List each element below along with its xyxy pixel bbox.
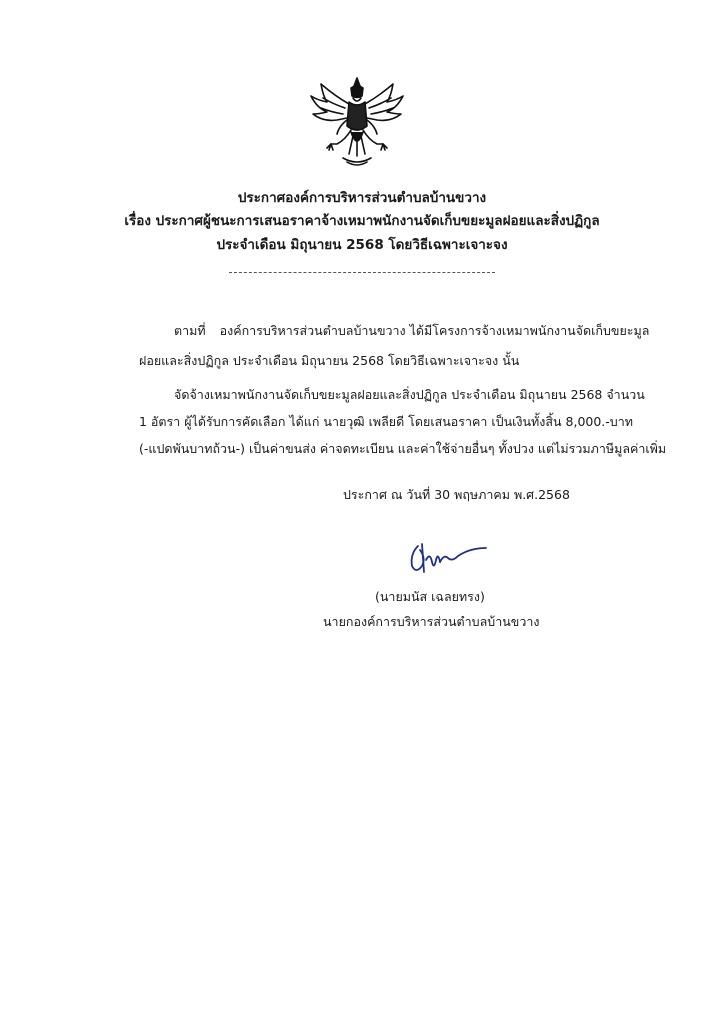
paragraph-2-line-2: 1 อัตรา ผู้ได้รับการคัดเลือก ได้แก่ นายวุฒิ เพลียดี โดยเสนอราคา เป็นเงินทั้งสิ้น 8,000.-บาท bbox=[139, 414, 633, 429]
paragraph-2-line-3: (-แปดพันบาทถ้วน-) เป็นค่าขนส่ง ค่าจดทะเบียน และค่าใช้จ่ายอื่นๆ ทั้งปวง แต่ไม่รวมภาษีมูลค่าเพิ่ม bbox=[139, 441, 667, 456]
paragraph-1-line-2: ฝอยและสิ่งปฏิกูล ประจำเดือน มิถุนายน 2568 โดยวิธีเฉพาะเจาะจง นั้น bbox=[139, 353, 520, 368]
paragraph-1-lead: ตามที่ bbox=[174, 323, 206, 338]
announcement-date: ประกาศ ณ วันที่ 30 พฤษภาคม พ.ศ.2568 bbox=[343, 487, 570, 502]
paragraph-2-line-1: จัดจ้างเหมาพนักงานจัดเก็บขยะมูลฝอยและสิ่งปฏิกูล ประจำเดือน มิถุนายน 2568 จำนวน bbox=[174, 387, 645, 402]
announcement-title: ประกาศองค์การบริหารส่วนตำบลบ้านขวาง bbox=[237, 190, 487, 206]
announcement-subject: เรื่อง ประกาศผู้ชนะการเสนอราคาจ้างเหมาพนักงานจัดเก็บขยะมูลฝอยและสิ่งปฏิกูล bbox=[124, 213, 600, 229]
handwritten-signature bbox=[404, 540, 490, 580]
signer-name: (นายมนัส เฉลยทรง) bbox=[375, 589, 485, 604]
announcement-period: ประจำเดือน มิถุนายน 2568 โดยวิธีเฉพาะเจาะจง bbox=[216, 237, 508, 253]
header-divider bbox=[229, 272, 495, 273]
signer-title: นายกองค์การบริหารส่วนตำบลบ้านขวาง bbox=[323, 614, 540, 629]
paragraph-1-text: องค์การบริหารส่วนตำบลบ้านขวาง ได้มีโครงการจ้างเหมาพนักงานจัดเก็บขยะมูล bbox=[219, 323, 650, 338]
garuda-emblem-icon bbox=[307, 74, 407, 174]
paragraph-1-line-1 bbox=[174, 321, 649, 341]
